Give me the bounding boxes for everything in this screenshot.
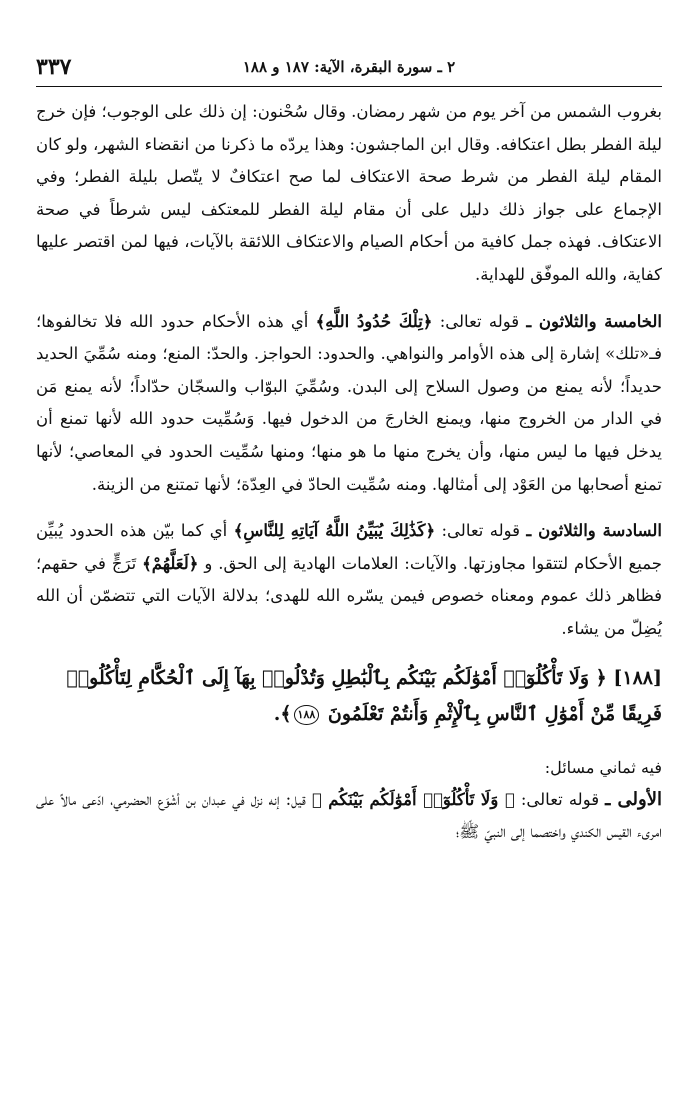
issue-text: أي كما بيّن هذه الحدود يُبيِّن جميع الأحكام لتتقوا مجاوزتها. والآيات: العلامات الهادية إلى الحق. و (36, 521, 662, 573)
ayah-number-marker: ١٨٨ (294, 705, 320, 725)
verse-188 (36, 660, 662, 732)
paragraph-continuation: بغروب الشمس من آخر يوم من شهر رمضان. وقال سُحْنون: إن ذلك على الوجوب؛ فإن خرج ليلة الفطر بطل اعتكافه. وقال ابن الماجشون: وهذا يردّه ما ذكرنا من انقضاء الشهر، ولو كان المقام ليلة الفطر من شرط صحة الاعتكاف لما صح اعتكافٌ لا يتّصل بليلة الفطر؛ وفي الإجماع على جواز ذلك دليل على أن مقام ليلة الفطر للمعتكف ليس شرطاً في صحة الاعتكاف. فهذه جمل كافية من أحكام الصيام والاعتكاف اللائقة بالآيات، فيها لمن اقتصر عليها كفاية، والله الموفّق للهداية. (36, 102, 662, 284)
verse-close: ﴾. (273, 702, 292, 725)
issue-intro: قوله تعالى: (435, 521, 527, 541)
issue-text: تَرَجٍّ في حقهم؛ فظاهر ذلك عموم ومعناه خصوص فيمن يسّره الله للهدى؛ بدلالة الآيات التي تتضمّن أن الله يُضِلّ من يشاء. (36, 553, 662, 638)
page-header (36, 52, 662, 87)
issue-text: قيل: إنه نزل في عبدان بن أشْوَع الحضرمي، ادّعى مالاً على امرىء القيس الكندي واختصما إلى النبيّ ﷺ؛ (36, 789, 662, 842)
quran-quote: ﴿كَذَٰلِكَ يُبَيِّنُ اللَّهُ آيَاتِهِ لِلنَّاسِ﴾ (233, 521, 436, 541)
issue-intro: قوله تعالى: (432, 311, 527, 331)
verse-text: ﴿ وَلَا تَأْكُلُوٓا۟ أَمْوَٰلَكُم بَيْنَكُم بِٱلْبَٰطِلِ وَتُدْلُوا۟ بِهَآ إِلَى ٱلْحُكَّامِ لِتَأْكُلُوا۟ فَرِيقًا مِّنْ أَمْوَٰلِ ٱلنَّاسِ بِٱلْإِثْمِ وَأَنتُمْ تَعْلَمُونَ (66, 666, 662, 725)
quran-quote: ﴿ وَلَا تَأْكُلُوٓا۟ أَمْوَٰلَكُم بَيْنَكُم ﴾ (311, 789, 515, 809)
page-body (36, 92, 662, 849)
issue-label: الأولى ـ (605, 788, 662, 810)
verse-number: [١٨٨] (613, 666, 662, 689)
issue-label: الخامسة والثلاثون ـ (526, 311, 662, 331)
issue-label: السادسة والثلاثون ـ (526, 521, 662, 541)
paragraph-fifth-issue (36, 306, 662, 502)
paragraph-sixth-issue (36, 515, 662, 645)
issues-intro: فيه ثماني مسائل: (544, 757, 662, 777)
issue-text: أي هذه الأحكام حدود الله فلا تخالفوها؛ فـ«تلك» إشارة إلى هذه الأوامر والنواهي. والحدود: الحواجز. والحدّ: المنع؛ ومنه سُمِّيَ الحديد حديداً؛ لأنه يمنع من وصول السلاح إلى البدن. وسُمِّيَ البوّاب والسجّان حدّاداً؛ لأنه يمنع مَن في الدار من الخروج منها، ويمنع الخارجَ من الدخول فيها. وَسُمِّيت حدود الله لأنها تمنع أن يدخل فيها ما ليس منها، وأن يخرج منها ما هو منها؛ ومنها سُمِّيت الحدود في المعاصي؛ لأنها تمنع أصحابها من العَوْد إلى أمثالها. ومنه سُمِّيت الحادّ في العِدّة؛ لأنها تمتنع من الزينة. (36, 311, 662, 494)
page-number: ٣٣٧ (36, 54, 72, 80)
running-title: ٢ ـ سورة البقرة، الآية: ١٨٧ و ١٨٨ (242, 58, 456, 76)
issue-intro: قوله تعالى: (514, 789, 606, 809)
paragraph-first-issue (36, 784, 662, 849)
quran-quote: ﴿تِلْكَ حُدُودُ اللَّهِ﴾ (315, 311, 433, 331)
quran-quote: ﴿لَعَلَّهُمْ﴾ (142, 553, 199, 573)
